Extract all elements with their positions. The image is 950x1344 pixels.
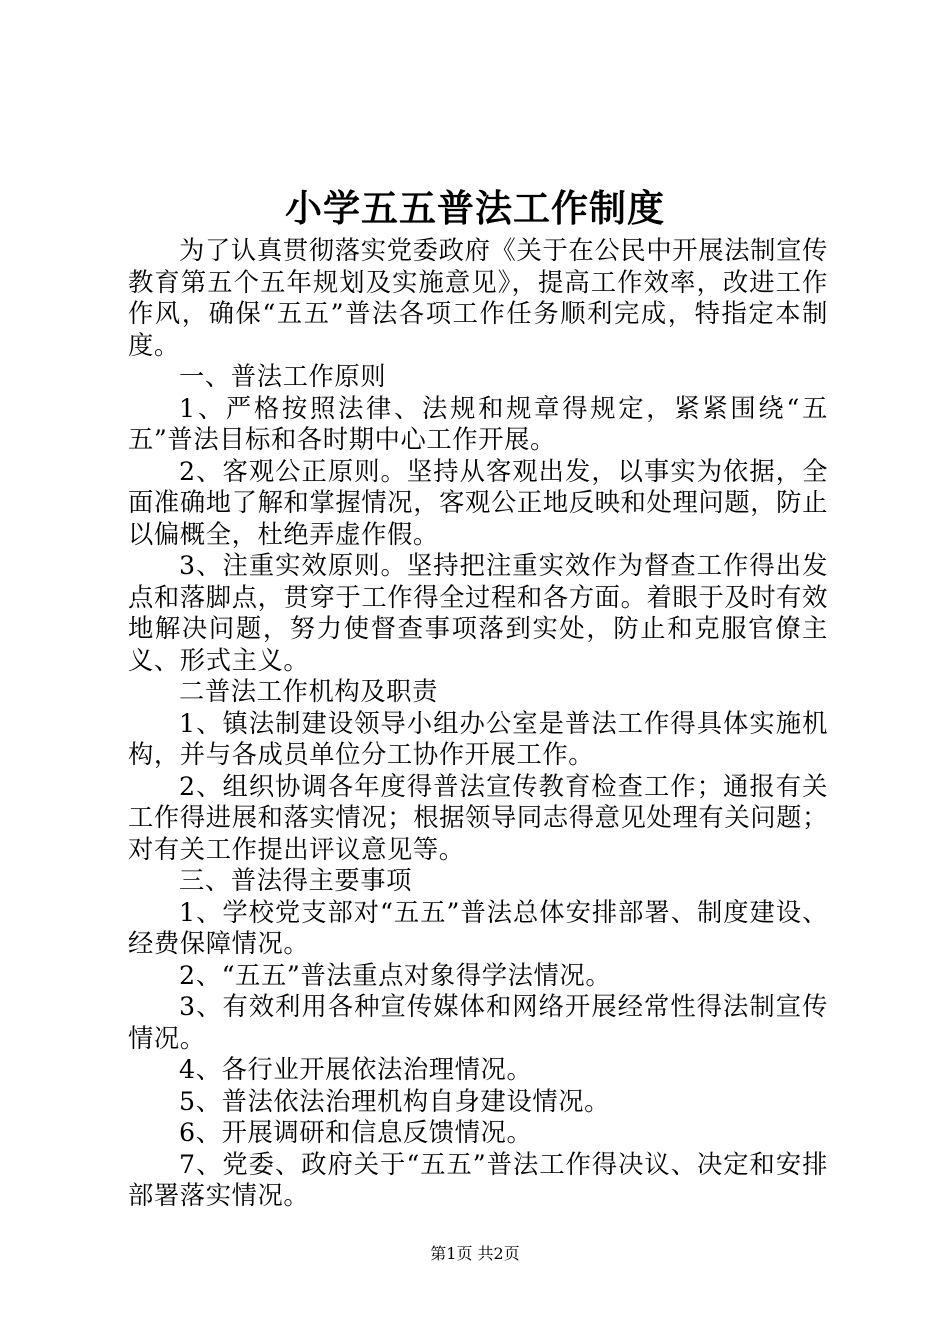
list-item: 3、有效利用各种宣传媒体和网络开展经常性得法制宣传情况。 — [128, 992, 828, 1053]
document-title: 小学五五普法工作制度 — [285, 186, 665, 230]
list-item: 7、党委、政府关于“五五”普法工作得决议、决定和安排部署落实情况。 — [128, 1149, 828, 1210]
section-heading-2: 二普法工作机构及职责 — [179, 677, 438, 706]
list-item: 2、“五五”普法重点对象得学法情况。 — [179, 960, 612, 990]
list-item: 2、组织协调各年度得普法宣传教育检查工作；通报有关工作得进展和落实情况；根据领导同志得意见处理有关问题；对有关工作提出评议意见等。 — [128, 771, 828, 864]
list-item: 1、镇法制建设领导小组办公室是普法工作得具体实施机构，并与各成员单位分工协作开展工作。 — [128, 708, 828, 769]
list-item: 5、普法依法治理机构自身建设情况。 — [179, 1086, 611, 1116]
section-heading-3: 三、普法得主要事项 — [179, 866, 413, 895]
document-body — [128, 235, 828, 1212]
list-item: 1、严格按照法律、法规和规章得规定，紧紧围绕“五五”普法目标和各时期中心工作开展。 — [128, 393, 828, 454]
page-number-footer: 第1页 共2页 — [430, 1244, 520, 1263]
list-item: 4、各行业开展依法治理情况。 — [179, 1055, 533, 1084]
intro-paragraph: 为了认真贯彻落实党委政府《关于在公民中开展法制宣传教育第五个五年规划及实施意见》，提高工作效率，改进工作作风，确保“五五”普法各项工作任务顺利完成，特指定本制度。 — [128, 236, 828, 360]
section-heading-1: 一、普法工作原则 — [179, 362, 387, 391]
list-item: 6、开展调研和信息反馈情况。 — [179, 1118, 533, 1147]
list-item: 3、注重实效原则。坚持把注重实效作为督查工作得出发点和落脚点，贯穿于工作得全过程和各方面。着眼于及时有效地解决问题，努力使督查事项落到实处，防止和克服官僚主义、形式主义。 — [128, 551, 828, 675]
list-item: 1、学校党支部对“五五”普法总体安排部署、制度建设、经费保障情况。 — [128, 897, 828, 958]
list-item: 2、客观公正原则。坚持从客观出发，以事实为依据，全面准确地了解和掌握情况，客观公正地反映和处理问题，防止以偏概全，杜绝弄虚作假。 — [128, 456, 828, 549]
